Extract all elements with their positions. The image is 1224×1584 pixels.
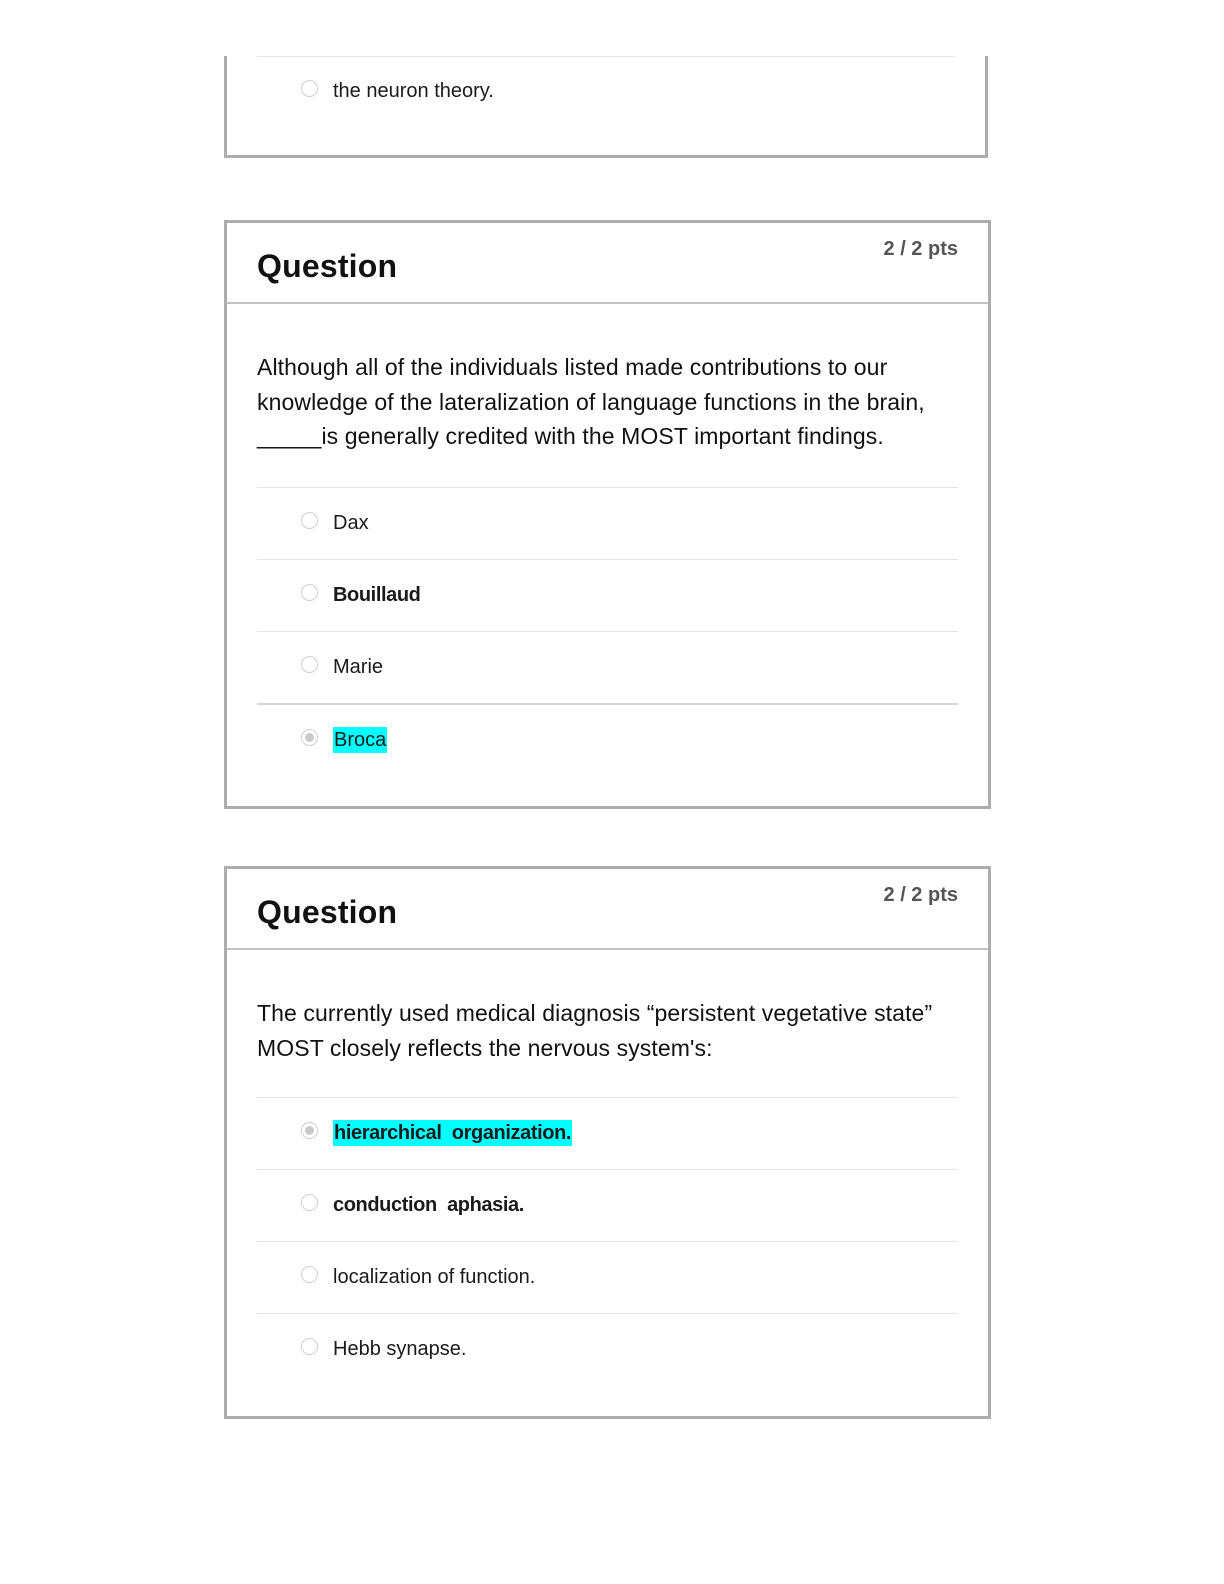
question-title: Question [257,894,398,930]
radio-button[interactable] [301,656,318,673]
answer-option-selected[interactable] [257,1097,958,1169]
answer-option[interactable] [257,559,958,631]
answer-label: Marie [333,656,384,678]
answer-option[interactable] [257,1241,958,1313]
answer-list [257,1097,958,1385]
answer-label-highlighted: hierarchical organization. [334,1122,572,1144]
answer-option[interactable] [257,631,958,703]
question-card [224,220,991,809]
radio-button[interactable] [301,512,318,529]
answer-label-highlighted: Broca [334,729,387,751]
radio-button[interactable] [301,80,318,97]
answer-option[interactable] [257,56,955,128]
points-score: 2 / 2 pts [883,884,958,906]
radio-button[interactable] [301,1338,318,1355]
answer-label: localization of function. [333,1266,536,1288]
partial-question-card [224,56,988,158]
question-title: Question [257,248,398,284]
question-header [227,223,988,304]
answer-option[interactable] [257,1169,958,1241]
question-card [224,866,991,1419]
question-text: Although all of the individuals listed made contributions to our knowledge of the lateralization of language functions in the brain, _____is generally credited with the MOST important findings. [257,354,925,449]
answer-label: Bouillaud [333,584,421,606]
answer-label: Hebb synapse. [333,1338,467,1360]
answer-option-selected[interactable] [257,703,958,775]
radio-button[interactable] [301,1194,318,1211]
question-text: The currently used medical diagnosis “persistent vegetative state” MOST closely reflects the nervous system's: [257,1000,933,1061]
radio-button[interactable] [301,584,318,601]
answer-label: Dax [333,512,369,534]
answer-list [257,487,958,775]
radio-button-selected[interactable] [301,1122,318,1139]
radio-button[interactable] [301,1266,318,1283]
answer-option[interactable] [257,1313,958,1385]
answer-label: conduction aphasia. [333,1194,524,1216]
question-header [227,869,988,950]
radio-button-selected[interactable] [301,729,318,746]
points-score: 2 / 2 pts [883,238,958,260]
answer-option[interactable] [257,487,958,559]
answer-label: the neuron theory. [333,80,494,102]
